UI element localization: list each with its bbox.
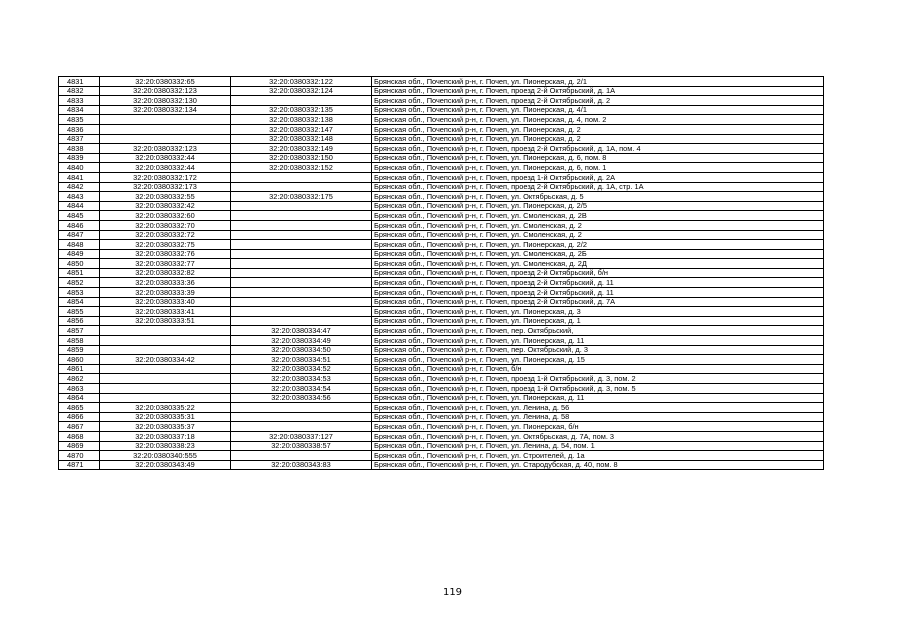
row-number-cell: 4853 [59, 288, 100, 298]
object-number-cell: 32:20:0380332:122 [231, 77, 372, 87]
parcel-number-cell: 32:20:0380332:123 [100, 86, 231, 96]
row-number-cell: 4847 [59, 230, 100, 240]
address-cell: Брянская обл., Почепский р-н, г. Почеп, ул. Пионерская, д. 11 [372, 336, 824, 346]
object-number-cell [231, 182, 372, 192]
object-number-cell: 32:20:0380332:147 [231, 124, 372, 134]
parcel-number-cell: 32:20:0380332:123 [100, 144, 231, 154]
row-number-cell: 4848 [59, 240, 100, 250]
object-number-cell: 32:20:0380332:135 [231, 105, 372, 115]
table-row [59, 412, 824, 422]
address-cell: Брянская обл., Почепский р-н, г. Почеп, ул. Октябрьская, д. 7А, пом. 3 [372, 431, 824, 441]
parcel-number-cell: 32:20:0380335:31 [100, 412, 231, 422]
row-number-cell: 4859 [59, 345, 100, 355]
address-cell: Брянская обл., Почепский р-н, г. Почеп, ул. Пионерская, д. 3 [372, 307, 824, 317]
row-number-cell: 4836 [59, 124, 100, 134]
parcel-number-cell: 32:20:0380332:70 [100, 220, 231, 230]
address-cell: Брянская обл., Почепский р-н, г. Почеп, ул. Пионерская, д. 2/5 [372, 201, 824, 211]
parcel-number-cell: 32:20:0380332:76 [100, 249, 231, 259]
object-number-cell: 32:20:0380334:54 [231, 384, 372, 394]
object-number-cell: 32:20:0380334:51 [231, 355, 372, 365]
object-number-cell: 32:20:0380332:150 [231, 153, 372, 163]
row-number-cell: 4868 [59, 431, 100, 441]
table-row [59, 268, 824, 278]
row-number-cell: 4869 [59, 441, 100, 451]
address-cell: Брянская обл., Почепский р-н, г. Почеп, проезд 2-й Октябрьский, д. 11 [372, 278, 824, 288]
parcel-number-cell: 32:20:0380332:134 [100, 105, 231, 115]
object-number-cell: 32:20:0380332:152 [231, 163, 372, 173]
object-number-cell: 32:20:0380337:127 [231, 431, 372, 441]
parcel-number-cell: 32:20:0380343:49 [100, 460, 231, 470]
parcel-number-cell: 32:20:0380333:40 [100, 297, 231, 307]
row-number-cell: 4838 [59, 144, 100, 154]
parcel-number-cell: 32:20:0380332:172 [100, 172, 231, 182]
parcel-number-cell: 32:20:0380334:42 [100, 355, 231, 365]
row-number-cell: 4845 [59, 211, 100, 221]
object-number-cell [231, 278, 372, 288]
table-row [59, 86, 824, 96]
parcel-number-cell: 32:20:0380332:173 [100, 182, 231, 192]
table-row [59, 364, 824, 374]
parcel-number-cell: 32:20:0380335:37 [100, 422, 231, 432]
address-cell: Брянская обл., Почепский р-н, г. Почеп, ул. Смоленская, д. 2 [372, 220, 824, 230]
row-number-cell: 4834 [59, 105, 100, 115]
table-row [59, 201, 824, 211]
address-cell: Брянская обл., Почепский р-н, г. Почеп, проезд 2-й Октябрьский, д. 2 [372, 96, 824, 106]
address-cell: Брянская обл., Почепский р-н, г. Почеп, ул. Ленина, д. 56 [372, 403, 824, 413]
table-row [59, 96, 824, 106]
page-number: 119 [442, 587, 463, 598]
object-number-cell: 32:20:0380338:57 [231, 441, 372, 451]
address-cell: Брянская обл., Почепский р-н, г. Почеп, ул. Ленина, д. 54, пом. 1 [372, 441, 824, 451]
object-number-cell: 32:20:0380343:83 [231, 460, 372, 470]
row-number-cell: 4854 [59, 297, 100, 307]
address-cell: Брянская обл., Почепский р-н, г. Почеп, пер. Октябрьский, д. 3 [372, 345, 824, 355]
table-row [59, 431, 824, 441]
address-cell: Брянская обл., Почепский р-н, г. Почеп, ул. Смоленская, д. 2Д [372, 259, 824, 269]
object-number-cell [231, 201, 372, 211]
address-cell: Брянская обл., Почепский р-н, г. Почеп, ул. Смоленская, д. 2Б [372, 249, 824, 259]
address-cell: Брянская обл., Почепский р-н, г. Почеп, ул. Смоленская, д. 2 [372, 230, 824, 240]
address-cell: Брянская обл., Почепский р-н, г. Почеп, ул. Пионерская, д. 4/1 [372, 105, 824, 115]
row-number-cell: 4851 [59, 268, 100, 278]
table-row [59, 345, 824, 355]
row-number-cell: 4860 [59, 355, 100, 365]
parcel-number-cell [100, 345, 231, 355]
address-cell: Брянская обл., Почепский р-н, г. Почеп, проезд 2-й Октябрьский, д. 1А [372, 86, 824, 96]
parcel-number-cell: 32:20:0380333:51 [100, 316, 231, 326]
address-cell: Брянская обл., Почепский р-н, г. Почеп, ул. Стародубская, д. 40, пом. 8 [372, 460, 824, 470]
object-number-cell [231, 259, 372, 269]
object-number-cell [231, 412, 372, 422]
object-number-cell [231, 316, 372, 326]
object-number-cell [231, 96, 372, 106]
table-row [59, 384, 824, 394]
table-row [59, 451, 824, 461]
row-number-cell: 4862 [59, 374, 100, 384]
address-cell: Брянская обл., Почепский р-н, г. Почеп, пер. Октябрьский, [372, 326, 824, 336]
table-row [59, 134, 824, 144]
table-row [59, 105, 824, 115]
address-cell: Брянская обл., Почепский р-н, г. Почеп, проезд 2-й Октябрьский, д. 11 [372, 288, 824, 298]
table-row [59, 307, 824, 317]
object-number-cell [231, 307, 372, 317]
object-number-cell: 32:20:0380332:148 [231, 134, 372, 144]
row-number-cell: 4866 [59, 412, 100, 422]
address-cell: Брянская обл., Почепский р-н, г. Почеп, ул. Пионерская, д. 6, пом. 1 [372, 163, 824, 173]
row-number-cell: 4858 [59, 336, 100, 346]
table-row [59, 124, 824, 134]
object-number-cell: 32:20:0380334:49 [231, 336, 372, 346]
parcel-number-cell: 32:20:0380333:36 [100, 278, 231, 288]
row-number-cell: 4864 [59, 393, 100, 403]
row-number-cell: 4871 [59, 460, 100, 470]
table-row [59, 249, 824, 259]
parcel-number-cell: 32:20:0380335:22 [100, 403, 231, 413]
object-number-cell: 32:20:0380334:47 [231, 326, 372, 336]
table-row [59, 153, 824, 163]
row-number-cell: 4855 [59, 307, 100, 317]
row-number-cell: 4833 [59, 96, 100, 106]
address-cell: Брянская обл., Почепский р-н, г. Почеп, ул. Пионерская, д. 11 [372, 393, 824, 403]
parcel-number-cell: 32:20:0380340:555 [100, 451, 231, 461]
address-cell: Брянская обл., Почепский р-н, г. Почеп, проезд 1-й Октябрьский, д. 3, пом. 2 [372, 374, 824, 384]
parcel-number-cell: 32:20:0380333:39 [100, 288, 231, 298]
parcel-number-cell [100, 364, 231, 374]
parcel-number-cell [100, 326, 231, 336]
table-row [59, 230, 824, 240]
address-cell: Брянская обл., Почепский р-н, г. Почеп, ул. Пионерская, д. 2/1 [372, 77, 824, 87]
address-cell: Брянская обл., Почепский р-н, г. Почеп, ул. Пионерская, д. 15 [372, 355, 824, 365]
address-cell: Брянская обл., Почепский р-н, г. Почеп, проезд 1-й Октябрьский, д. 3, пом. 5 [372, 384, 824, 394]
address-cell: Брянская обл., Почепский р-н, г. Почеп, ул. Пионерская, д. 1 [372, 316, 824, 326]
row-number-cell: 4849 [59, 249, 100, 259]
row-number-cell: 4832 [59, 86, 100, 96]
parcel-number-cell: 32:20:0380332:72 [100, 230, 231, 240]
parcel-number-cell: 32:20:0380332:75 [100, 240, 231, 250]
table-row [59, 77, 824, 87]
parcel-number-cell [100, 124, 231, 134]
row-number-cell: 4843 [59, 192, 100, 202]
table-body [59, 77, 824, 470]
parcel-number-cell [100, 115, 231, 125]
parcel-number-cell [100, 134, 231, 144]
row-number-cell: 4857 [59, 326, 100, 336]
row-number-cell: 4850 [59, 259, 100, 269]
table-row [59, 460, 824, 470]
parcel-number-cell [100, 374, 231, 384]
table-row [59, 316, 824, 326]
row-number-cell: 4837 [59, 134, 100, 144]
address-cell: Брянская обл., Почепский р-н, г. Почеп, проезд 2-й Октябрьский, д. 7А [372, 297, 824, 307]
parcel-number-cell [100, 393, 231, 403]
object-number-cell [231, 230, 372, 240]
table-row [59, 192, 824, 202]
parcel-number-cell: 32:20:0380332:130 [100, 96, 231, 106]
address-cell: Брянская обл., Почепский р-н, г. Почеп, проезд 1-й Октябрьский, д. 2А [372, 172, 824, 182]
parcel-number-cell: 32:20:0380332:44 [100, 153, 231, 163]
table-row [59, 422, 824, 432]
table-row [59, 403, 824, 413]
address-cell: Брянская обл., Почепский р-н, г. Почеп, ул. Октябрьская, д. 5 [372, 192, 824, 202]
object-number-cell: 32:20:0380332:124 [231, 86, 372, 96]
address-cell: Брянская обл., Почепский р-н, г. Почеп, ул. Смоленская, д. 2В [372, 211, 824, 221]
table-row [59, 144, 824, 154]
address-cell: Брянская обл., Почепский р-н, г. Почеп, проезд 2-й Октябрьский, б/н [372, 268, 824, 278]
object-number-cell [231, 451, 372, 461]
table-row [59, 393, 824, 403]
object-number-cell [231, 403, 372, 413]
parcel-number-cell: 32:20:0380333:41 [100, 307, 231, 317]
object-number-cell [231, 172, 372, 182]
table-row [59, 278, 824, 288]
row-number-cell: 4839 [59, 153, 100, 163]
table-row [59, 182, 824, 192]
table-row [59, 336, 824, 346]
object-number-cell: 32:20:0380332:175 [231, 192, 372, 202]
address-cell: Брянская обл., Почепский р-н, г. Почеп, ул. Пионерская, д. 2 [372, 124, 824, 134]
parcel-number-cell: 32:20:0380332:82 [100, 268, 231, 278]
table-row [59, 240, 824, 250]
object-number-cell: 32:20:0380334:52 [231, 364, 372, 374]
table-row [59, 355, 824, 365]
parcel-number-cell [100, 336, 231, 346]
table-row [59, 220, 824, 230]
parcel-number-cell: 32:20:0380332:42 [100, 201, 231, 211]
object-number-cell [231, 240, 372, 250]
row-number-cell: 4861 [59, 364, 100, 374]
row-number-cell: 4852 [59, 278, 100, 288]
object-number-cell: 32:20:0380334:56 [231, 393, 372, 403]
row-number-cell: 4870 [59, 451, 100, 461]
parcel-number-cell: 32:20:0380332:65 [100, 77, 231, 87]
object-number-cell [231, 249, 372, 259]
address-cell: Брянская обл., Почепский р-н, г. Почеп, б/н [372, 364, 824, 374]
row-number-cell: 4831 [59, 77, 100, 87]
object-number-cell [231, 422, 372, 432]
row-number-cell: 4856 [59, 316, 100, 326]
address-cell: Брянская обл., Почепский р-н, г. Почеп, ул. Пионерская, д. 2 [372, 134, 824, 144]
table-row [59, 297, 824, 307]
row-number-cell: 4865 [59, 403, 100, 413]
object-number-cell [231, 268, 372, 278]
table-row [59, 115, 824, 125]
row-number-cell: 4840 [59, 163, 100, 173]
address-cell: Брянская обл., Почепский р-н, г. Почеп, проезд 2-й Октябрьский, д. 1А, пом. 4 [372, 144, 824, 154]
address-cell: Брянская обл., Почепский р-н, г. Почеп, ул. Ленина, д. 58 [372, 412, 824, 422]
table-row [59, 288, 824, 298]
row-number-cell: 4844 [59, 201, 100, 211]
address-cell: Брянская обл., Почепский р-н, г. Почеп, проезд 2-й Октябрьский, д. 1А, стр. 1А [372, 182, 824, 192]
object-number-cell: 32:20:0380334:50 [231, 345, 372, 355]
row-number-cell: 4842 [59, 182, 100, 192]
address-cell: Брянская обл., Почепский р-н, г. Почеп, ул. Пионерская, д. 4, пом. 2 [372, 115, 824, 125]
table-row [59, 259, 824, 269]
parcel-number-cell: 32:20:0380337:18 [100, 431, 231, 441]
parcel-number-cell: 32:20:0380332:55 [100, 192, 231, 202]
parcel-number-cell: 32:20:0380332:44 [100, 163, 231, 173]
parcel-number-cell: 32:20:0380332:77 [100, 259, 231, 269]
object-number-cell: 32:20:0380332:149 [231, 144, 372, 154]
address-cell: Брянская обл., Почепский р-н, г. Почеп, ул. Пионерская, д. 6, пом. 8 [372, 153, 824, 163]
table-row [59, 441, 824, 451]
table-row [59, 374, 824, 384]
table-row [59, 172, 824, 182]
table-row [59, 163, 824, 173]
address-cell: Брянская обл., Почепский р-н, г. Почеп, ул. Пионерская, д. 2/2 [372, 240, 824, 250]
object-number-cell [231, 288, 372, 298]
cadastral-table [58, 76, 824, 470]
parcel-number-cell: 32:20:0380338:23 [100, 441, 231, 451]
parcel-number-cell [100, 384, 231, 394]
row-number-cell: 4863 [59, 384, 100, 394]
object-number-cell [231, 297, 372, 307]
table-row [59, 326, 824, 336]
address-cell: Брянская обл., Почепский р-н, г. Почеп, ул. Пионерская, б/н [372, 422, 824, 432]
object-number-cell: 32:20:0380332:138 [231, 115, 372, 125]
object-number-cell: 32:20:0380334:53 [231, 374, 372, 384]
row-number-cell: 4867 [59, 422, 100, 432]
object-number-cell [231, 211, 372, 221]
row-number-cell: 4835 [59, 115, 100, 125]
row-number-cell: 4841 [59, 172, 100, 182]
parcel-number-cell: 32:20:0380332:60 [100, 211, 231, 221]
address-cell: Брянская обл., Почепский р-н, г. Почеп, ул. Строителей, д. 1а [372, 451, 824, 461]
table-row [59, 211, 824, 221]
object-number-cell [231, 220, 372, 230]
row-number-cell: 4846 [59, 220, 100, 230]
